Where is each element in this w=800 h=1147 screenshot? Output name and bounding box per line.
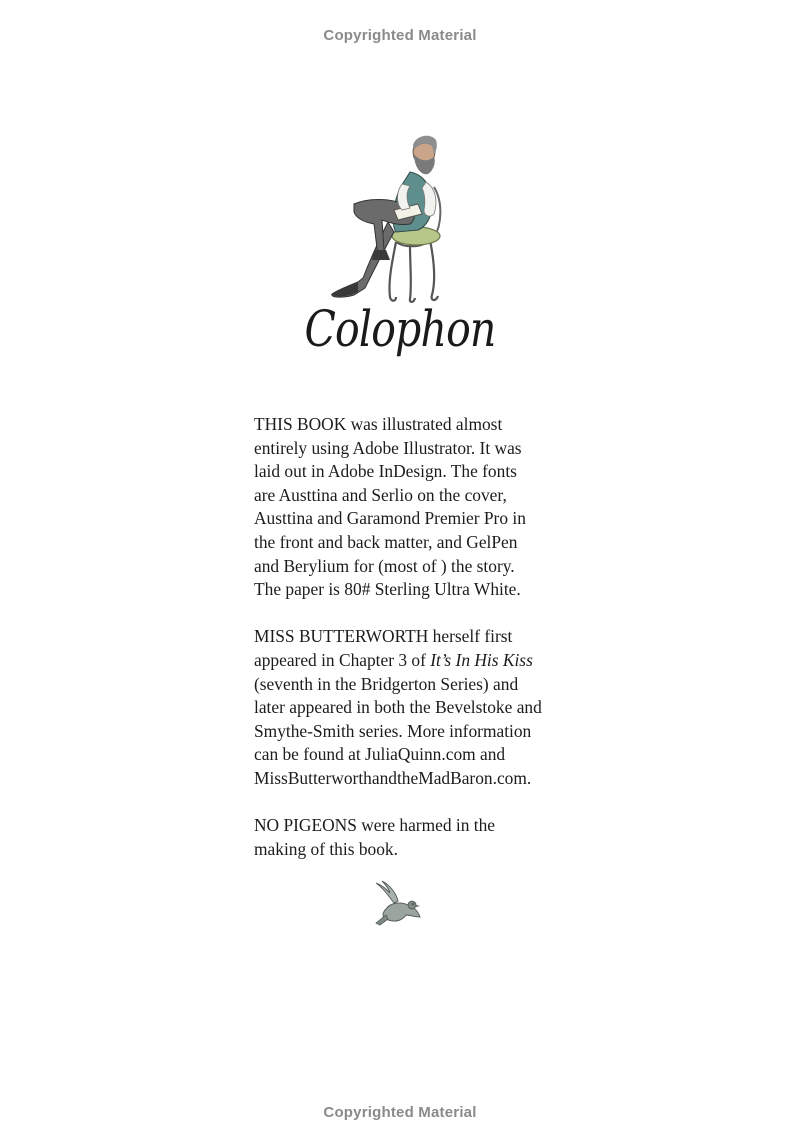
text-line: laid out in Adobe InDesign. The fonts xyxy=(254,461,517,482)
seated-bearded-man-reading-icon xyxy=(318,132,468,307)
copyright-watermark-top: Copyrighted Material xyxy=(323,27,477,44)
text-line: MissButterworthandtheMadBaron.com. xyxy=(254,767,532,788)
text-line: Smythe-Smith series. More information xyxy=(254,720,532,741)
text-line: later appeared in both the Bevelstoke and xyxy=(254,697,542,718)
text-line: NO PIGEONS were harmed in the xyxy=(254,815,495,836)
text-segment: appeared in Chapter 3 of xyxy=(254,649,431,670)
pigeon-icon xyxy=(372,879,422,927)
text-line: entirely using Adobe Illustrator. It was xyxy=(254,437,522,458)
text-line: and Berylium for (most of ) the story. xyxy=(254,555,515,576)
text-line xyxy=(254,649,574,673)
text-line: MISS BUTTERWORTH herself first xyxy=(254,626,513,647)
paragraph-no-pigeons xyxy=(254,814,574,861)
text-line: the front and back matter, and GelPen xyxy=(254,531,518,552)
page-title: Colophon xyxy=(304,300,496,358)
text-line: making of this book. xyxy=(254,838,398,859)
text-line: The paper is 80# Sterling Ultra White. xyxy=(254,579,521,600)
text-line: THIS BOOK was illustrated almost xyxy=(254,414,503,434)
text-line: Austtina and Garamond Premier Pro in xyxy=(254,508,526,529)
paragraph-miss-butterworth xyxy=(254,625,574,790)
text-line: are Austtina and Serlio on the cover, xyxy=(254,484,507,505)
book-title-italic: It’s In His Kiss xyxy=(430,649,533,670)
text-line: (seventh in the Bridgerton Series) and xyxy=(254,673,519,694)
paragraph-book-details xyxy=(254,413,574,602)
copyright-watermark-bottom: Copyrighted Material xyxy=(323,1104,477,1121)
colophon-body xyxy=(254,413,574,885)
text-line: can be found at JuliaQuinn.com and xyxy=(254,744,506,765)
